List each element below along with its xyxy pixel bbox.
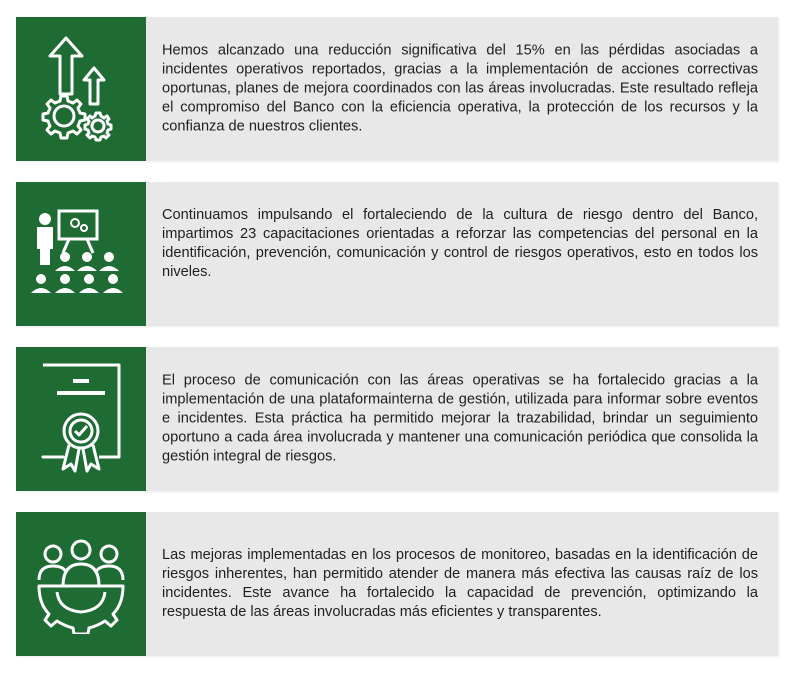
info-card [16,182,778,326]
info-card [16,512,778,656]
certificate-icon [39,361,123,477]
team-gear-icon [31,534,131,634]
card-text: Continuamos impulsando el fortaleciendo de la cultura de riesgo dentro del Banco, impartimos 23 capacitaciones orientadas a reforzar las competencias del personal en la identificación, prevención, comunicación y control de riesgos operativos, esto en todos los niveles. [162,207,758,280]
icon-panel [16,347,146,491]
card-text: Las mejoras implementadas en los procesos de monitoreo, basadas en la identificación de riesgos inherentes, han permitido atender de manera más efectiva las causas raíz de los incidentes. Este avance ha fortalecido la capacidad de prevención, optimizando la respuesta de las áreas involucradas más eficientes y transparentes. [162,547,758,620]
training-audience-icon [29,209,133,299]
info-card [16,17,778,161]
info-card [16,347,778,491]
icon-panel [16,182,146,326]
card-text: El proceso de comunicación con las áreas operativas se ha fortalecido gracias a la implementación de una plataformainterna de gestión, utilizada para informar sobre eventos e incidentes. Esta práctica ha permitido mejorar la trazabilidad, brindar un seguimiento oportuno a cada área involucrada y mantener una comunicación periódica que consolida la gestión integral de riesgos. [162,372,758,465]
growth-gears-icon [36,34,126,144]
card-text: Hemos alcanzado una reducción significativa del 15% en las pérdidas asociadas a incidentes operativos reportados, gracias a la implementación de acciones correctivas oportunas, planes de mejora coordinados con las áreas involucradas. Este resultado refleja el compromiso del Banco con la eficiencia operativa, la protección de los recursos y la confianza de nuestros clientes. [162,42,758,135]
icon-panel [16,17,146,161]
icon-panel [16,512,146,656]
